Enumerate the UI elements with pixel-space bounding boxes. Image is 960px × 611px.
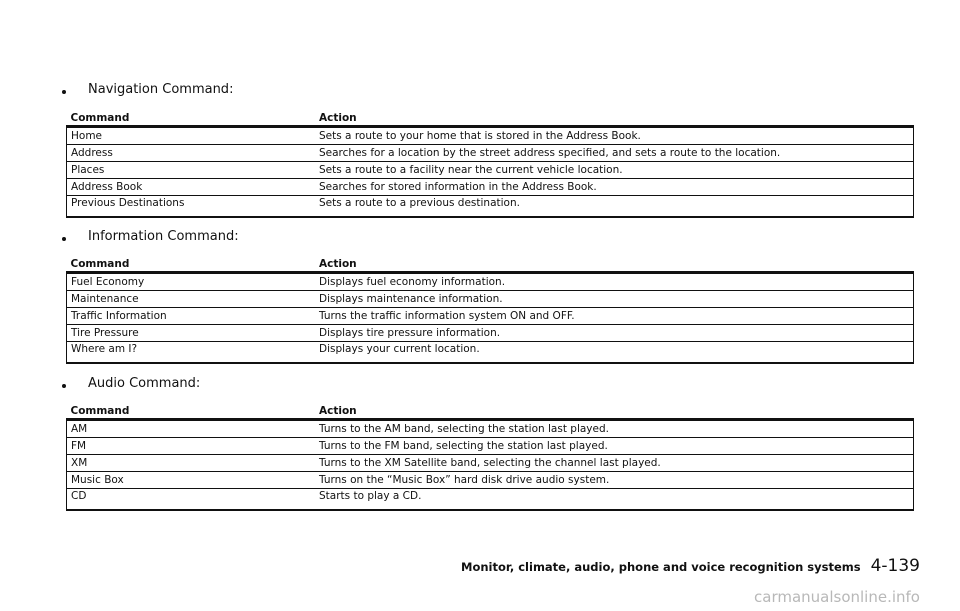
table-header-row [67,106,914,127]
navigation-command-heading [62,82,233,97]
command-cell: XM [71,457,88,469]
command-cell: Address [71,147,113,159]
section-title: Audio Command: [88,376,201,391]
footer-chapter-title: Monitor, climate, audio, phone and voice recognition systems [461,560,861,574]
table-row [67,438,914,455]
bullet-icon [62,90,66,94]
section-title: Navigation Command: [88,82,234,97]
table-row [67,342,914,364]
action-cell: Displays fuel economy information. [319,276,506,288]
command-cell: Maintenance [71,293,139,305]
information-command-heading [62,229,239,244]
table-row [67,455,914,472]
action-cell: Sets a route to a previous destination. [319,197,520,209]
action-cell: Turns the traffic information system ON and OFF. [319,310,575,322]
table-row [67,196,914,218]
action-cell: Searches for stored information in the Address Book. [319,181,597,193]
table-header-row [67,399,914,420]
command-cell: Previous Destinations [71,197,185,209]
page-number: 4-139 [870,556,920,576]
column-header-command: Command [70,258,130,270]
column-header-action: Action [319,405,357,417]
action-cell: Sets a route to a facility near the current vehicle location. [319,164,623,176]
command-cell: Music Box [71,474,124,486]
command-cell: Where am I? [71,343,138,355]
table-header-row [67,252,914,273]
table-row [67,127,914,145]
action-cell: Displays maintenance information. [319,293,503,305]
table-row [67,145,914,162]
bullet-icon [62,237,66,241]
column-header-action: Action [319,258,357,270]
table-row [67,308,914,325]
command-cell: Home [71,130,103,142]
column-header-command: Command [70,405,130,417]
table-row [67,291,914,308]
bullet-icon [62,384,66,388]
command-cell: CD [71,490,87,502]
column-header-command: Command [70,112,130,124]
command-cell: Places [71,164,105,176]
column-header-action: Action [319,112,357,124]
watermark: carmanualsonline.info [754,588,920,606]
action-cell: Turns to the XM Satellite band, selecting the channel last played. [319,457,661,469]
command-cell: Fuel Economy [71,276,145,288]
table-row [67,179,914,196]
audio-command-heading [62,376,200,391]
page-footer [461,556,920,576]
command-cell: Tire Pressure [71,327,139,339]
action-cell: Sets a route to your home that is stored in the Address Book. [319,130,641,142]
command-cell: FM [71,440,87,452]
command-cell: AM [71,423,88,435]
table-row [67,489,914,511]
table-row [67,162,914,179]
action-cell: Starts to play a CD. [319,490,422,502]
action-cell: Displays your current location. [319,343,480,355]
table-row [67,472,914,489]
table-row [67,273,914,291]
action-cell: Turns to the AM band, selecting the station last played. [319,423,609,435]
action-cell: Displays tire pressure information. [319,327,501,339]
audio-command-table [66,399,914,511]
section-title: Information Command: [88,229,239,244]
action-cell: Turns to the FM band, selecting the station last played. [319,440,608,452]
command-cell: Address Book [71,181,143,193]
action-cell: Turns on the “Music Box” hard disk drive audio system. [319,474,610,486]
command-cell: Traffic Information [71,310,167,322]
navigation-command-table [66,106,914,218]
action-cell: Searches for a location by the street address specified, and sets a route to the location. [319,147,781,159]
information-command-table [66,252,914,364]
table-row [67,325,914,342]
table-row [67,420,914,438]
